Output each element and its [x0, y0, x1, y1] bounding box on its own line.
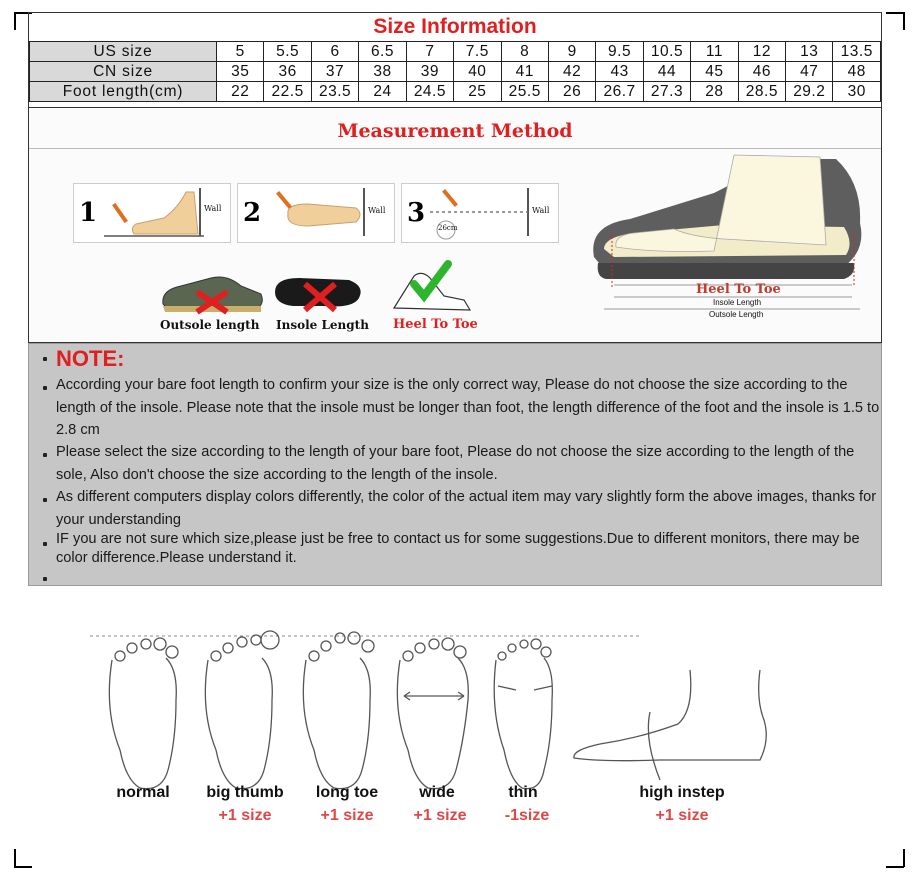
note-item: According your bare foot length to confirm your size is the only correct way, Please do not choose the size according to the length of the insole. Please note that the insole must be longer than foot, the length difference of the foot and the insole is 1.5 to 2.8 cm: [56, 377, 880, 438]
step-1-card: [73, 183, 231, 243]
corner-mark: [903, 849, 905, 867]
foot-type-thin-label: thin: [508, 784, 538, 801]
measure-badge: 26cm: [438, 224, 458, 232]
corner-mark: [14, 12, 16, 30]
size-cell: 36: [264, 62, 311, 82]
size-cell: 42: [548, 62, 595, 82]
foot-type-thin-adjust: -1size: [504, 807, 550, 824]
step-2-card: [237, 183, 395, 243]
foot-type-big-thumb-label: big thumb: [206, 784, 284, 801]
size-cell: 46: [738, 62, 785, 82]
size-cell: 5: [217, 42, 264, 62]
size-cell: 6: [311, 42, 358, 62]
divider: [29, 148, 881, 149]
size-cell: 22.5: [264, 82, 311, 102]
size-cell: 6.5: [359, 42, 406, 62]
shoe-outsole-icon: [157, 268, 267, 318]
size-table-row: [30, 42, 881, 62]
note-item: IF you are not sure which size,please just be free to contact us for some suggestions.Due to different monitors, there may be color difference.Please understand it.: [56, 531, 860, 566]
foot-type-big-thumb-adjust: +1 size: [218, 807, 272, 824]
size-table-row: [30, 82, 881, 102]
size-cell: 41: [501, 62, 548, 82]
size-cell: 40: [454, 62, 501, 82]
corner-mark: [14, 866, 32, 868]
foot-type-high-instep-adjust: +1 size: [655, 807, 709, 824]
size-cell: 23.5: [311, 82, 358, 102]
size-information-section: [28, 12, 882, 108]
size-cell: 13.5: [833, 42, 881, 62]
foot-type-long-toe-adjust: +1 size: [320, 807, 374, 824]
size-cell: 7: [406, 42, 453, 62]
size-cell: 29.2: [786, 82, 833, 102]
insole-icon: [269, 268, 369, 318]
step-number: 3: [407, 198, 426, 228]
size-cell: 9: [548, 42, 595, 62]
size-cell: 44: [643, 62, 690, 82]
size-table: [29, 41, 881, 102]
diagram-insole-label: Insole Length: [713, 298, 762, 307]
outsole-length-label: Outsole length: [160, 318, 260, 332]
size-cell: 37: [311, 62, 358, 82]
size-cell: 35: [217, 62, 264, 82]
size-cell: 25: [454, 82, 501, 102]
note-item: As different computers display colors differently, the color of the actual item may vary slightly form the above images, thanks for your understanding: [56, 489, 877, 528]
size-cell: 28: [691, 82, 738, 102]
bullet: [43, 386, 47, 390]
size-cell: 28.5: [738, 82, 785, 102]
foot-type-wide-adjust: +1 size: [413, 807, 467, 824]
diagram-outsole-label: Outsole Length: [709, 310, 764, 319]
foot-type-long-toe-label: long toe: [315, 784, 379, 801]
size-cell: 12: [738, 42, 785, 62]
bullet: [43, 577, 47, 581]
corner-mark: [14, 849, 16, 867]
size-cell: 30: [833, 82, 881, 102]
size-cell: 24.5: [406, 82, 453, 102]
bullet: [43, 453, 47, 457]
wall-label: Wall: [204, 204, 222, 213]
size-cell: 43: [596, 62, 643, 82]
bullet: [43, 542, 47, 546]
note-item: Please select the size according to the length of your bare foot, Please do not choose the size according to the length of the sole, Also don't choose the size according to the length of the insole.: [56, 444, 855, 483]
size-cell: 22: [217, 82, 264, 102]
size-table-row: [30, 62, 881, 82]
heel-to-toe-label: Heel To Toe: [393, 317, 478, 332]
size-cell: 26: [548, 82, 595, 102]
note-title: NOTE:: [56, 346, 125, 371]
size-cell: 48: [833, 62, 881, 82]
step-3-card: [401, 183, 559, 243]
bullet: [43, 498, 47, 502]
size-cell: 39: [406, 62, 453, 82]
measurement-method-section: [28, 108, 882, 343]
size-cell: 7.5: [454, 42, 501, 62]
size-cell: 13: [786, 42, 833, 62]
corner-mark: [886, 866, 904, 868]
size-cell: 47: [786, 62, 833, 82]
size-row-label: CN size: [30, 62, 217, 82]
size-cell: 11: [691, 42, 738, 62]
size-cell: 45: [691, 62, 738, 82]
measurement-title: Measurement Method: [337, 120, 573, 142]
wall-label: Wall: [368, 206, 386, 215]
bullet: [43, 357, 47, 361]
corner-mark: [903, 12, 905, 30]
size-cell: 25.5: [501, 82, 548, 102]
size-info-title: Size Information: [373, 15, 537, 38]
size-row-label: Foot length(cm): [30, 82, 217, 102]
foot-type-normal-label: normal: [116, 784, 170, 801]
wall-label: Wall: [532, 206, 550, 215]
insole-length-label: Insole Length: [276, 318, 369, 332]
size-cell: 27.3: [643, 82, 690, 102]
size-cell: 9.5: [596, 42, 643, 62]
step-number: 1: [79, 198, 98, 228]
size-cell: 8: [501, 42, 548, 62]
size-cell: 24: [359, 82, 406, 102]
foot-wall-icon: [74, 184, 230, 242]
size-cell: 38: [359, 62, 406, 82]
note-section: [28, 343, 882, 586]
diagram-heel-to-toe-label: Heel To Toe: [696, 282, 781, 297]
correct-check-icon: [384, 256, 474, 316]
size-cell: 10.5: [643, 42, 690, 62]
foot-type-high-instep-label: high instep: [639, 784, 725, 801]
corner-mark: [886, 12, 904, 14]
size-cell: 5.5: [264, 42, 311, 62]
foot-type-wide-label: wide: [419, 784, 455, 801]
size-cell: 26.7: [596, 82, 643, 102]
size-row-label: US size: [30, 42, 217, 62]
step-number: 2: [243, 198, 262, 228]
